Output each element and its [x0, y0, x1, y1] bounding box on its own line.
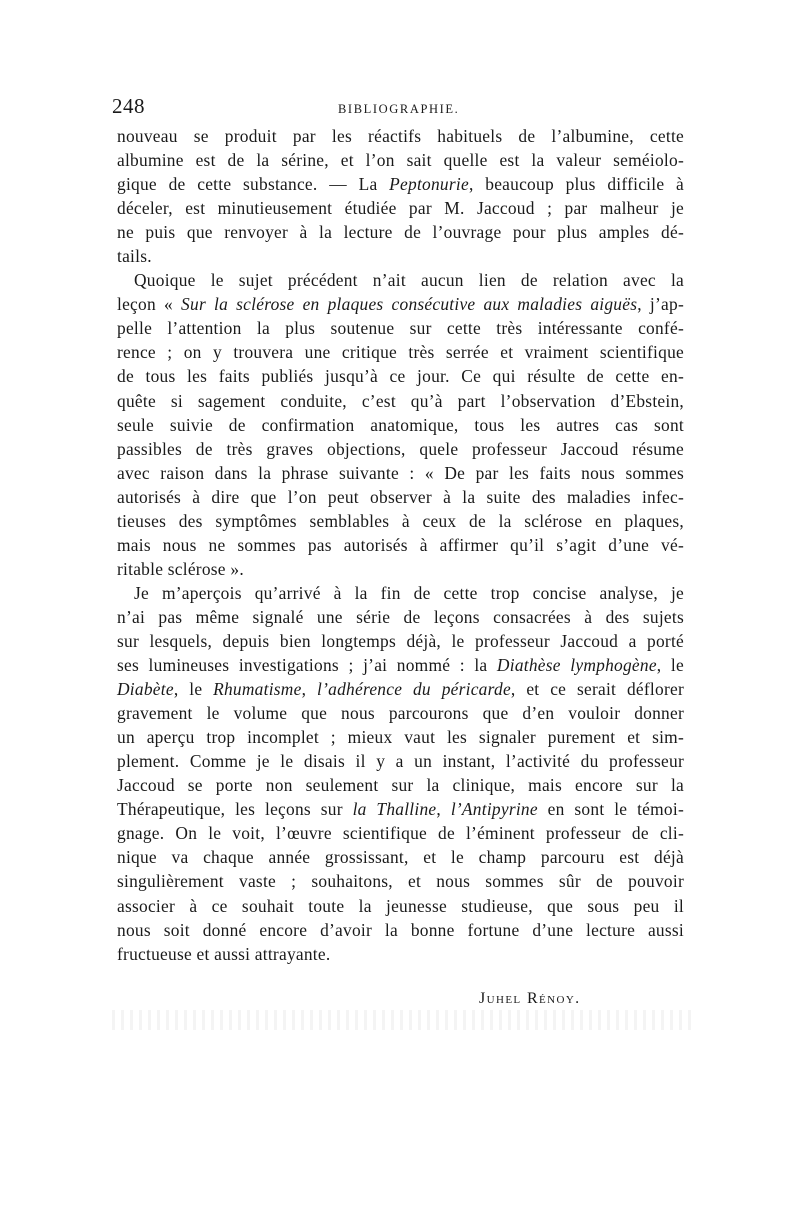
- text-line: autorisés à dire que l’on peut observer à la suite des maladies infec-: [117, 486, 684, 507]
- text-line: ses lumineuses investigations ; j’ai nommé : la Diathèse lymphogène, le: [117, 655, 684, 676]
- text-line: nous soit donné encore d’avoir la bonne fortune d’une lecture aussi: [117, 919, 684, 940]
- running-head: BIBLIOGRAPHIE.: [338, 102, 460, 116]
- text-line: plement. Comme je le disais il y a un instant, l’activité du professeur: [117, 751, 684, 772]
- text-line: quête si sagement conduite, c’est qu’à part l’observation d’Ebstein,: [117, 390, 684, 411]
- page-header: [112, 94, 684, 122]
- text-line: leçon « Sur la sclérose en plaques consécutive aux maladies aiguës, j’ap-: [117, 294, 684, 315]
- text-line: tieuses des symptômes semblables à ceux de la sclérose en plaques,: [117, 510, 684, 531]
- text-line: gnage. On le voit, l’œuvre scientifique de l’éminent professeur de cli-: [117, 823, 684, 844]
- text-line: gique de cette substance. — La Peptonurie, beaucoup plus difficile à: [117, 174, 684, 195]
- text-line: ritable sclérose ».: [117, 558, 244, 579]
- text-line: de tous les faits publiés jusqu’à ce jour. Ce qui résulte de cette en-: [117, 366, 684, 387]
- text-line: avec raison dans la phrase suivante : « De par les faits nous sommes: [117, 462, 684, 483]
- text-line: albumine est de la sérine, et l’on sait quelle est la valeur seméiolo-: [117, 150, 684, 171]
- text-line: Diabète, le Rhumatisme, l’adhérence du péricarde, et ce serait déflorer: [117, 679, 684, 700]
- text-line: fructueuse et aussi attrayante.: [117, 943, 331, 964]
- text-line: pelle l’attention la plus soutenue sur cette très intéressante confé-: [117, 318, 684, 339]
- text-line: passibles de très graves objections, quele professeur Jaccoud résume: [117, 438, 684, 459]
- text-line: tails.: [117, 246, 152, 267]
- author-signature: Juhel Rénoy.: [479, 990, 581, 1007]
- text-line: Je m’aperçois qu’arrivé à la fin de cette trop concise analyse, je: [134, 582, 684, 603]
- text-line: déceler, est minutieusement étudiée par M. Jaccoud ; par malheur je: [117, 198, 684, 219]
- page-number: 248: [112, 94, 145, 118]
- text-line: sur lesquels, depuis bien longtemps déjà, le professeur Jaccoud a porté: [117, 630, 684, 651]
- text-line: un aperçu trop incomplet ; mieux vaut les signaler purement et sim-: [117, 727, 684, 748]
- text-line: nique va chaque année grossissant, et le champ parcouru est déjà: [117, 847, 684, 868]
- text-line: associer à ce souhait toute la jeunesse studieuse, que sous peu il: [117, 895, 684, 916]
- text-line: gravement le volume que nous parcourons que d’en vouloir donner: [117, 703, 684, 724]
- text-line: Quoique le sujet précédent n’ait aucun lien de relation avec la: [134, 270, 684, 291]
- text-line: seule suivie de confirmation anatomique, tous les autres cas sont: [117, 414, 684, 435]
- text-line: n’ai pas même signalé une série de leçons consacrées à des sujets: [117, 606, 684, 627]
- text-line: nouveau se produit par les réactifs habituels de l’albumine, cette: [117, 126, 684, 146]
- text-line: Thérapeutique, les leçons sur la Thalline, l’Antipyrine en sont le témoi-: [117, 799, 684, 820]
- text-line: rence ; on y trouvera une critique très serrée et vraiment scientifique: [117, 342, 684, 363]
- bleed-through-decoration: [112, 1010, 692, 1030]
- text-line: mais nous ne sommes pas autorisés à affirmer qu’il s’agit d’une vé-: [117, 534, 684, 555]
- body-text: [117, 124, 684, 966]
- text-line: Jaccoud se porte non seulement sur la clinique, mais encore sur la: [117, 775, 684, 796]
- text-line: ne puis que renvoyer à la lecture de l’ouvrage pour plus amples dé-: [117, 222, 684, 243]
- text-line: singulièrement vaste ; souhaitons, et nous sommes sûr de pouvoir: [117, 871, 684, 892]
